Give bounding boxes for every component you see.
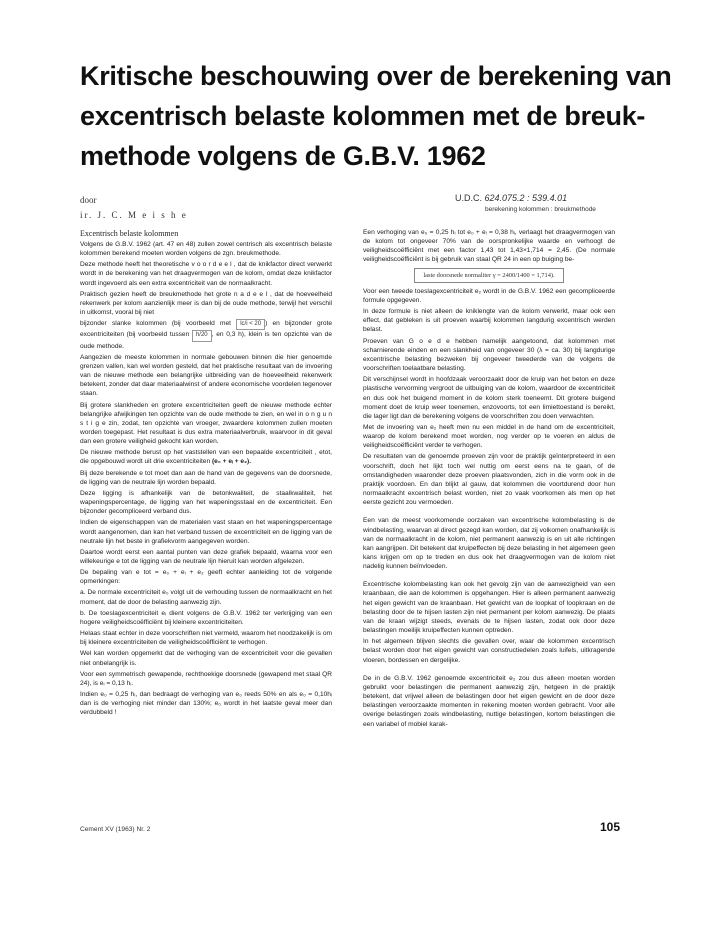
paragraph: Deze ligging is afhankelijk van de betonkwaliteit, de staalkwaliteit, het wapeningspercentage, de ligging van het wapeningsstaal en de excentriciteit. Een bijzonder gecompliceerd verband dus.	[80, 489, 332, 516]
text-span: tot, die opgebouwd wordt uit drie excentriciteiten	[80, 449, 332, 466]
excentricity-sum: (e₀ + eᵢ + e₂).	[211, 458, 252, 466]
paragraph: Indien e₀ = 0,25 hᵢ, dan bedraagt de verhoging van e₀ reeds 50% en als e₀ = 0,10hᵢ dan is de verhoging niet minder dan 130%; e₀ wordt in het laatste geval meer dan verdubbeld !	[80, 691, 332, 717]
paragraph: In het algemeen blijven slechts die gevallen over, waar de kolommen excentrisch belast worden door het eigen gewicht van constructiedelen zoals luifels, uitkragende vloeren, bordessen en dergelijke.	[363, 638, 615, 664]
paragraph: a. De normale excentriciteit e₀ volgt uit de verhouding tussen de normaalkracht en het moment, dat de door de belasting aanwezig zijn.	[80, 589, 332, 606]
text-span: De nieuwe methode berust op het vaststellen van een bepaalde excentriciteit , e	[80, 449, 323, 457]
byline: door	[80, 195, 97, 205]
section-heading: Excentrisch belaste kolommen	[80, 229, 179, 238]
paragraph: Een van de meest voorkomende oorzaken van excentrische kolombelasting is de windbelasting, waarvan al direct gezegd kan worden, dat zij volkomen onafhankelijk is van de normaalkracht in de kolom, niet permanent aanwezig is en uit alle richtingen kan aangrijpen. Dit betekent dat kruipeffecten bij deze belasting in het algemeen geen kans krijgen om op te treden en dus ook het draagvermogen van de kolom niet nadelig kunnen beïnvloeden.	[363, 517, 615, 571]
ratio-formula-box: lc/i < 20	[236, 319, 265, 330]
keywords: berekening kolommen : breukmethode	[485, 206, 596, 213]
text-span: ) en bijzonder grote excentriciteiten (bij voorbeeld tussen	[80, 320, 332, 339]
paragraph: Deze methode heeft het theoretische v o o r d e e l , dat de knikfactor direct verwerkt wordt in de berekening van het draagvermogen van de kolom, omdat deze knikfactor wordt ingevoerd als een extra excentriciteit van de normaalkracht.	[80, 261, 332, 287]
paragraph: Met de invoering van e₂ heeft men nu een middel in de hand om de excentriciteit, waarop de kolom berekend moet worden, nog verder op te voeren en aldus de veiligheidscoëfficiënt verder te verhogen.	[363, 423, 615, 450]
udc-classification	[455, 193, 567, 203]
equation	[363, 268, 615, 283]
text-span: bijzonder slanke kolommen (bij voorbeeld met	[80, 320, 231, 328]
paragraph: Bij deze berekende e tot moet dan aan de hand van de gegevens van de doorsnede, de ligging van de neutrale lijn worden bepaald.	[80, 469, 332, 486]
page-number: 105	[600, 820, 621, 834]
paragraph: De in de G.B.V. 1962 genoemde excentriciteit e₂ zou dus alleen moeten worden gebruikt voor belastingen die permanent aanwezig zijn, hetgeen in de praktijk betekent, dat vrijwel alleen de belastingen door het eigen gewicht en de door deze belastingen veroorzaakte momenten in rekening moeten worden gebracht. Voor alle overige belastingen zoals windbelasting, nuttige belastingen, kortom belastingen die een variabel of mobiel karak-	[363, 674, 615, 728]
text-span: , en 0,3 h), klein is ten opzichte van de oude methode.	[80, 331, 332, 350]
paragraph: Bij grotere slankheden en grotere excentriciteiten geeft de nieuwe methode echter belangrijke afwijkingen ten opzichte van de oude methode te zien, en wel in o n g u n s t i g e zin, zodat, ten opzichte van vroeger, zwaardere kolommen zullen moeten worden toegepast. Het resultaat is dus extra materiaalverbruik, waarvoor in dit geval dan een grotere veiligheid gekocht kan worden.	[80, 401, 332, 446]
journal-footer: Cement XV (1963) Nr. 2	[80, 826, 151, 833]
title-line: methode volgens de G.B.V. 1962	[80, 141, 486, 171]
left-column	[80, 228, 332, 720]
right-column	[363, 228, 615, 731]
paragraph: Excentrische kolombelasting kan ook het gevolg zijn van de aanwezigheid van een kraanbaan, die aan de kolommen is opgehangen. Hier is alleen permanent aanwezig het eigen gewicht van de kraanbaan. Het gewicht van de loopkat of loopkraan en de belasting door de te hijsen lasten zijn niet permanent per kolom aanwezig. De plaats van de kraan wijzigt steeds, evenals de te hijsen lasten, zodat ook door deze belastingen moeilijk kruipeffecten kunnen optreden.	[363, 581, 615, 635]
excentricity-formula-box: h/20	[192, 330, 212, 341]
paragraph: b. De toeslagexcentriciteit eᵢ dient volgens de G.B.V. 1962 ter verkrijging van een hogere veiligheidscoëfficiënt bij kleinere excentriciteiten.	[80, 609, 332, 626]
paragraph: De bepaling van e tot = e₀ + eᵢ + e₂ geeft echter aanleiding tot de volgende opmerkingen:	[80, 569, 332, 586]
paragraph: Praktisch gezien heeft de breukmethode het grote n a d e e l , dat de hoeveelheid rekenwerk per kolom aanzienlijk meer is dan bij de oude methode, terwijl het verschil in uitkomst, vooral bij niet	[80, 290, 332, 317]
paragraph: Daartoe wordt eerst een aantal punten van deze grafiek bepaald, waarna voor een willekeurige e tot de ligging van de neutrale lijn hieruit kan worden afgelezen.	[80, 548, 332, 565]
paragraph: Een verhoging van e₀ = 0,25 hᵢ tot e₀ + eᵢ = 0,38 hᵢ, verlaagt het draagvermogen van de kolom tot ongeveer 70% van de oorspronkelijke waarde en verhoogt de veiligheidscoëfficiënt met een factor 1,43 tot 1,43×1,714 = 2,45. (De normale veiligheidscoëfficiënt is bij gebruik van staal QR 24 in een op buiging be-	[363, 229, 615, 264]
udc-code: 624.075.2 : 539.4.01	[484, 193, 568, 203]
paragraph: Volgens de G.B.V. 1962 (art. 47 en 48) zullen zowel centrisch als excentrisch belaste kolommen berekend moeten worden volgens de zgn. breukmethode.	[80, 241, 332, 258]
paragraph	[80, 448, 332, 466]
paragraph: Voor een symmetrisch gewapende, rechthoekige doorsnede (gewapend met staal QR 24), is eᵢ = 0,13 hᵢ.	[80, 670, 332, 687]
paragraph: Wel kan worden opgemerkt dat de verhoging van de excentriciteit voor die gevallen niet onbelangrijk is.	[80, 650, 332, 667]
title-line: excentrisch belaste kolommen met de breuk-	[80, 101, 646, 131]
paragraph: Helaas staat echter in deze voorschriften niet vermeld, waarom het noodzakelijk is om bij kleinere excentriciteiten de veiligheidscoëfficiënt te verhogen.	[80, 630, 332, 647]
paragraph: Aangezien de meeste kolommen in normale gebouwen binnen die hier genoemde grenzen vallen, kan wel worden gesteld, dat het praktische resultaat van de invoering van de nieuwe methode een belangrijke uitbreiding van de hoeveelheid rekenwerk betekent, zonder dat daar materiaalwinst of andere economische voordelen tegenover staan.	[80, 353, 332, 398]
paragraph	[80, 319, 332, 350]
paragraph: Dit verschijnsel wordt in hoofdzaak veroorzaakt door de kruip van het beton en deze plastische vervorming vergroot de uitbuiging van de kolom, waardoor de excentriciteit en dus ook het buigend moment in de kolom sterk toeneemt. Dit grotere buigend moment doet de kruip weer toenemen, enzovoorts, tot een limiettoestand is bereikt, die lager ligt dan de berekening volgens de voorschriften zou doen verwachten.	[363, 376, 615, 420]
author-name: ir. J. C. M e i s h e	[80, 210, 188, 220]
udc-prefix: U.D.C.	[455, 193, 482, 203]
title-line: Kritische beschouwing over de berekening van	[80, 61, 672, 91]
article-title	[80, 56, 672, 176]
paragraph: Proeven van G o e d e hebben namelijk aangetoond, dat kolommen met scharnierende einden en een slankheid van ongeveer 30 (λ = ca. 30) bij langdurige excentrische belasting bezweken bij ongeveer tweederde van de volgens de voorschriften toelaatbare belasting.	[363, 337, 615, 373]
safety-factor-formula: laste doorsnede normaliter γ = 2400/1400 = 1,714).	[414, 268, 563, 283]
paragraph: De resultaten van de genoemde proeven zijn voor de praktijk geïnterpreteerd in een voorschrift, doch het lijkt toch wel nuttig om eerst eens na te gaan, of de omstandigheden waaronder deze proeven plaatsvonden, zich in die vorm ook in de praktijk voordoen. En dan blijkt al gauw, dat kolommen die voortdurend door hun normaalkracht excentrisch belast worden, niet zo vaak voorkomen als men op het eerste gezicht zou vermoeden.	[363, 453, 615, 507]
paragraph: Indien de eigenschappen van de materialen vast staan en het wapeningspercentage wordt aangenomen, dan kan het verband tussen de excentriciteit en de ligging van de neutrale lijn het beste in grafiekvorm aangegeven worden.	[80, 519, 332, 545]
paragraph: In deze formule is niet alleen de kniklengte van de kolom verwerkt, maar ook een effect, dat gebleken is uit proeven waarbij kolommen langdurig excentrisch werden belast.	[363, 308, 615, 334]
paragraph: Voor een tweede toeslagexcentriciteit e₂ wordt in de G.B.V. 1962 een gecompliceerde formule opgegeven.	[363, 287, 615, 304]
